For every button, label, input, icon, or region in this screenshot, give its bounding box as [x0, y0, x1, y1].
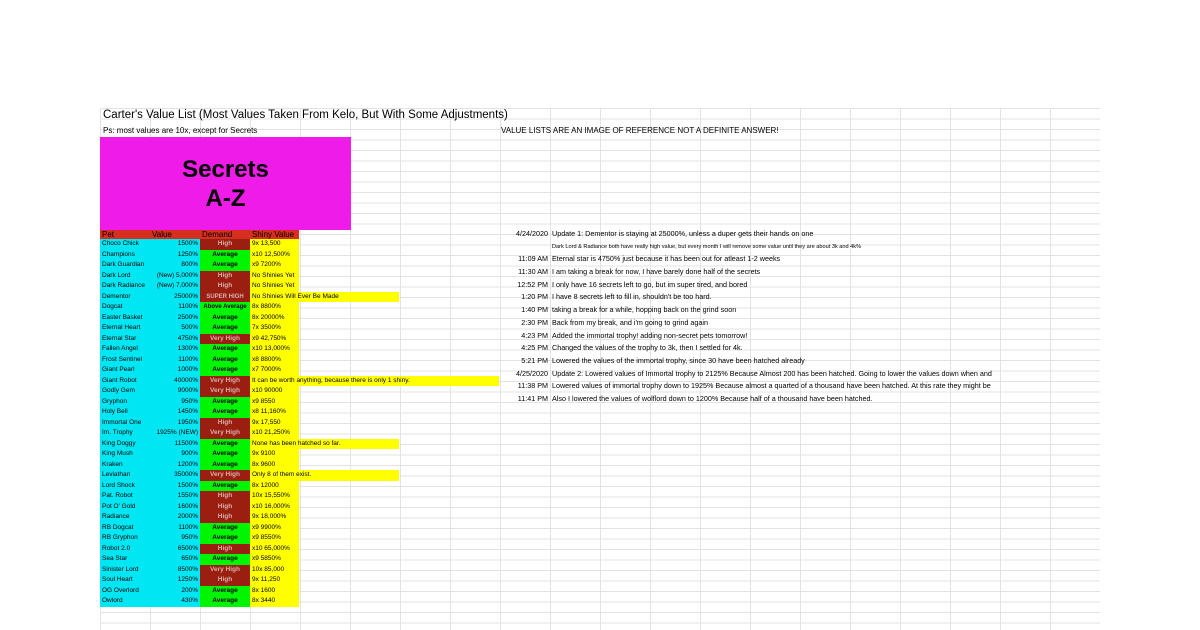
table-row	[100, 250, 452, 261]
table-row	[100, 544, 452, 555]
value-cell: 1250%	[150, 575, 200, 586]
shiny-value-cell: No Shinies Yet	[250, 271, 299, 282]
value-cell: 650%	[150, 554, 200, 565]
disclaimer-notice: VALUE LISTS ARE AN IMAGE OF REFERENCE NOT A DEFINITE ANSWER!	[501, 126, 779, 135]
shiny-value-cell: x8 8800%	[250, 355, 299, 366]
demand-cell: Average	[200, 523, 250, 534]
table-row	[100, 491, 452, 502]
shiny-value-cell	[250, 439, 341, 450]
table-row	[100, 439, 452, 450]
shiny-value-cell: 9x 17,550	[250, 418, 299, 429]
value-cell: 800%	[150, 260, 200, 271]
table-row	[100, 323, 452, 334]
demand-cell: Very High	[200, 376, 250, 387]
table-row	[100, 376, 452, 387]
pet-name-cell: Pot O' Gold	[100, 502, 150, 513]
value-cell: 2000%	[150, 512, 200, 523]
banner-line-2: A-Z	[205, 184, 246, 212]
pet-name-cell: Eternal Star	[100, 334, 150, 345]
pet-name-cell: Immortal One	[100, 418, 150, 429]
log-entry	[502, 291, 1100, 304]
pet-name-cell: Leviathan	[100, 470, 150, 481]
demand-cell: Average	[200, 344, 250, 355]
log-text: Lowered values of immortal trophy down to 1925% Because almost a quarted of a thousand have been hatched. At this rate they might be	[552, 381, 991, 391]
shiny-value-cell: x10 21,250%	[250, 428, 299, 439]
pet-name-cell: Champions	[100, 250, 150, 261]
shiny-value-cell	[250, 376, 410, 387]
shiny-value-cell: 9x 11,250	[250, 575, 299, 586]
table-row	[100, 533, 452, 544]
demand-cell: High	[200, 502, 250, 513]
table-row	[100, 449, 452, 460]
shiny-value-note: It can be worth anything, because there is only 1 shiny.	[250, 376, 499, 387]
value-cell: 2500%	[150, 313, 200, 324]
log-time	[502, 241, 552, 254]
demand-cell: Average	[200, 460, 250, 471]
pet-name-cell: Pat. Robot	[100, 491, 150, 502]
value-cell: 6500%	[150, 544, 200, 555]
value-cell: 1950%	[150, 418, 200, 429]
log-entry	[502, 317, 1100, 330]
table-row	[100, 239, 452, 250]
pet-name-cell: Dogcat	[100, 302, 150, 313]
value-cell: 500%	[150, 323, 200, 334]
pet-name-cell: Holy Bell	[100, 407, 150, 418]
value-cell: 1200%	[150, 460, 200, 471]
demand-cell: Average	[200, 355, 250, 366]
pet-name-cell: Giant Robot	[100, 376, 150, 387]
log-entry	[502, 368, 1100, 381]
log-entry	[502, 393, 1100, 406]
sheet-subtitle: Ps: most values are 10x, except for Secrets	[103, 126, 258, 135]
value-cell: 8500%	[150, 565, 200, 576]
demand-cell: Average	[200, 260, 250, 271]
log-time: 11:09 AM	[518, 254, 548, 264]
pet-name-cell: Soul Heart	[100, 575, 150, 586]
table-row	[100, 523, 452, 534]
shiny-value-cell: x7 7000%	[250, 365, 299, 376]
pet-name-cell: Dementor	[100, 292, 150, 303]
pet-name-cell: Radiance	[100, 512, 150, 523]
shiny-value-note: None has been hatched so far.	[250, 439, 399, 450]
log-entry	[502, 342, 1100, 355]
shiny-value-cell	[250, 470, 312, 481]
pet-name-cell: Fallen Angel	[100, 344, 150, 355]
log-text: Added the immortal trophy! adding non-secret pets tomorrow!	[552, 330, 748, 340]
shiny-value-cell: 8x 3440	[250, 596, 299, 607]
table-row	[100, 554, 452, 565]
table-row	[100, 470, 452, 481]
value-cell: 25000%	[150, 292, 200, 303]
shiny-value-cell: x8 11,160%	[250, 407, 299, 418]
shiny-value-cell: 10x 15,550%	[250, 491, 299, 502]
value-cell: 1500%	[150, 239, 200, 250]
shiny-value-cell: x9 7200%	[250, 260, 299, 271]
table-header	[100, 230, 299, 239]
demand-cell: Average	[200, 481, 250, 492]
pet-name-cell: Eternal Heart	[100, 323, 150, 334]
demand-cell: Average	[200, 554, 250, 565]
shiny-value-cell: 8x 20000%	[250, 313, 299, 324]
table-row	[100, 565, 452, 576]
value-cell: 1100%	[150, 523, 200, 534]
log-time: 1:40 PM	[521, 305, 548, 315]
demand-cell: Average	[200, 397, 250, 408]
shiny-value-cell: x10 13,000%	[250, 344, 299, 355]
table-row	[100, 460, 452, 471]
pet-name-cell: Sinister Lord	[100, 565, 150, 576]
table-row	[100, 386, 452, 397]
value-cell: 1000%	[150, 365, 200, 376]
log-time: 11:38 PM	[517, 381, 548, 391]
value-cell: 1500%	[150, 481, 200, 492]
pet-name-cell: Dark Lord	[100, 271, 150, 282]
shiny-value-cell: No Shinies Yet	[250, 281, 299, 292]
table-row	[100, 313, 452, 324]
log-time: 5:21 PM	[521, 355, 548, 365]
pet-name-cell: Frost Sentinel	[100, 355, 150, 366]
value-cell: 950%	[150, 397, 200, 408]
value-cell: 1925% (NEW)	[150, 428, 200, 439]
value-cell: 1100%	[150, 355, 200, 366]
log-entry	[502, 380, 1100, 393]
pet-name-cell: Gryphon	[100, 397, 150, 408]
table-row	[100, 502, 452, 513]
pet-name-cell: OG Overlord	[100, 586, 150, 597]
shiny-value-cell: 8x 9600	[250, 460, 299, 471]
secrets-banner	[100, 137, 351, 230]
demand-cell: High	[200, 491, 250, 502]
table-row	[100, 418, 452, 429]
demand-cell: Very High	[200, 565, 250, 576]
demand-cell: Average	[200, 313, 250, 324]
demand-cell: Very High	[200, 428, 250, 439]
value-cell: (New) 5,000%	[150, 271, 200, 282]
log-text: Back from my break, and i'm going to grind again	[552, 317, 708, 327]
demand-cell: Average	[200, 323, 250, 334]
pet-name-cell: Dark Radiance	[100, 281, 150, 292]
log-text: Update 1: Dementor is staying at 25000%, unless a duper gets their hands on one	[552, 229, 814, 238]
log-time: 2:30 PM	[521, 317, 548, 327]
table-row	[100, 397, 452, 408]
value-cell: 1100%	[150, 302, 200, 313]
header-value: Value	[150, 230, 200, 239]
table-row	[100, 281, 452, 292]
demand-cell: Average	[200, 449, 250, 460]
log-text: Update 2: Lowered values of Immortal trophy to 2125% Because Almost 200 has been hatched. Going to lower the values down when and	[552, 368, 992, 378]
table-row	[100, 407, 452, 418]
pet-name-cell: King Doggy	[100, 439, 150, 450]
table-row	[100, 512, 452, 523]
log-time: 4/25/2020	[516, 368, 548, 378]
shiny-value-cell: x9 42,750%	[250, 334, 299, 345]
shiny-value-cell: 10x 85,000	[250, 565, 299, 576]
value-cell: 1550%	[150, 491, 200, 502]
demand-cell: Average	[200, 586, 250, 597]
value-cell: 900%	[150, 449, 200, 460]
demand-cell: Average	[200, 439, 250, 450]
table-row	[100, 586, 452, 597]
demand-cell: High	[200, 271, 250, 282]
shiny-value-cell: x9 8550%	[250, 533, 299, 544]
table-row	[100, 292, 452, 303]
log-text: Eternal star is 4750% just because it has been out for atleast 1-2 weeks	[552, 254, 781, 264]
demand-cell: High	[200, 239, 250, 250]
table-row	[100, 344, 452, 355]
value-cell: 1300%	[150, 344, 200, 355]
table-row	[100, 302, 452, 313]
pet-name-cell: Giant Pearl	[100, 365, 150, 376]
shiny-value-cell: x10 90000	[250, 386, 299, 397]
shiny-value-cell: x9 9900%	[250, 523, 299, 534]
header-pet: Pet	[100, 230, 150, 239]
pet-name-cell: King Mush	[100, 449, 150, 460]
log-text: Changed the values of the trophy to 3k, then I settled for 4k.	[552, 343, 743, 353]
demand-cell: Very High	[200, 334, 250, 345]
demand-cell: Average	[200, 250, 250, 261]
log-time: 4/24/2020	[516, 229, 548, 238]
table-row	[100, 575, 452, 586]
shiny-value-cell: x10 65,000%	[250, 544, 299, 555]
pet-name-cell: Dark Guardian	[100, 260, 150, 271]
pet-name-cell: RB Gryphon	[100, 533, 150, 544]
shiny-value-cell: 8x 8800%	[250, 302, 299, 313]
update-log	[502, 228, 1100, 406]
demand-cell: Average	[200, 407, 250, 418]
log-entry	[502, 279, 1100, 292]
pet-name-cell: Im. Trophy	[100, 428, 150, 439]
shiny-value-cell: x10 12,500%	[250, 250, 299, 261]
shiny-value-cell: x10 16,000%	[250, 502, 299, 513]
demand-cell: Above Average	[200, 302, 250, 313]
shiny-value-cell: 9x 13,500	[250, 239, 299, 250]
pet-name-cell: Kraken	[100, 460, 150, 471]
log-time: 1:20 PM	[521, 292, 548, 302]
shiny-value-note: Only 8 of them exist.	[250, 470, 399, 481]
shiny-value-cell: 9x 18,000%	[250, 512, 299, 523]
pet-name-cell: Robot 2.0	[100, 544, 150, 555]
demand-cell: Very High	[200, 470, 250, 481]
demand-cell: High	[200, 575, 250, 586]
demand-cell: SUPER HIGH	[200, 292, 250, 303]
demand-cell: High	[200, 512, 250, 523]
value-cell: 200%	[150, 586, 200, 597]
demand-cell: High	[200, 281, 250, 292]
value-cell: 1250%	[150, 250, 200, 261]
log-time: 11:30 AM	[518, 267, 548, 277]
shiny-value-cell: 9x 9100	[250, 449, 299, 460]
log-entry	[502, 355, 1100, 368]
value-cell: 4750%	[150, 334, 200, 345]
shiny-value-cell: 7x 3500%	[250, 323, 299, 334]
log-entry	[502, 228, 1100, 241]
log-text: taking a break for a while, hopping back on the grind soon	[552, 305, 737, 315]
table-row	[100, 428, 452, 439]
shiny-value-cell: x9 5850%	[250, 554, 299, 565]
pet-name-cell: Choco Chick	[100, 239, 150, 250]
shiny-value-cell	[250, 292, 339, 303]
pet-name-cell: Lord Shock	[100, 481, 150, 492]
log-entry	[502, 330, 1100, 343]
log-text: I have 8 secrets left to fill in, shouldn't be too hard.	[552, 292, 712, 302]
value-cell: 40000%	[150, 376, 200, 387]
table-row	[100, 271, 452, 282]
shiny-value-cell: x9 8550	[250, 397, 299, 408]
value-cell: 1600%	[150, 502, 200, 513]
value-cell: 11500%	[150, 439, 200, 450]
demand-cell: High	[200, 418, 250, 429]
pet-name-cell: Owlord	[100, 596, 150, 607]
pet-name-cell: Godly Gem	[100, 386, 150, 397]
value-cell: 430%	[150, 596, 200, 607]
log-entry	[502, 266, 1100, 279]
log-entry	[502, 241, 1100, 254]
log-entry	[502, 304, 1100, 317]
log-time: 4:23 PM	[521, 330, 548, 340]
log-text: I am taking a break for now, I have barely done half of the secrets	[552, 267, 761, 277]
banner-line-1: Secrets	[182, 155, 269, 183]
pet-name-cell: Sea Star	[100, 554, 150, 565]
log-text: Lowered the values of the immortal trophy, since 30 have been hatched already	[552, 355, 805, 365]
shiny-value-cell: 8x 12000	[250, 481, 299, 492]
demand-cell: Average	[200, 533, 250, 544]
log-time: 11:41 PM	[517, 393, 548, 403]
value-cell: 9000%	[150, 386, 200, 397]
sheet-title: Carter's Value List (Most Values Taken From Kelo, But With Some Adjustments)	[103, 109, 508, 121]
demand-cell: Very High	[200, 386, 250, 397]
log-text: I only have 16 secrets left to go, but im super tired, and bored	[552, 279, 748, 289]
value-cell: 1450%	[150, 407, 200, 418]
log-time: 12:52 PM	[517, 279, 548, 289]
table-row	[100, 596, 452, 607]
log-text: Dark Lord & Radiance both have really high value, but every month I will remove some value until they are about 3k and 4k%	[552, 243, 862, 250]
log-text: Also I lowered the values of wolflord down to 1200% Because half of a thousand have been hatched.	[552, 393, 873, 403]
log-entry	[502, 253, 1100, 266]
pet-name-cell: RB Dogcat	[100, 523, 150, 534]
shiny-value-note: No Shinies Will Ever Be Made	[250, 292, 399, 303]
demand-cell: Average	[200, 365, 250, 376]
value-cell: 950%	[150, 533, 200, 544]
header-demand: Demand	[200, 230, 250, 239]
table-row	[100, 355, 452, 366]
table-row	[100, 481, 452, 492]
demand-cell: Average	[200, 596, 250, 607]
shiny-value-cell: 8x 1600	[250, 586, 299, 597]
header-shiny-value: Shiny Value	[250, 230, 299, 239]
table-row	[100, 334, 452, 345]
table-row	[100, 260, 452, 271]
spreadsheet[interactable]	[100, 108, 1100, 630]
pet-table-body	[100, 239, 452, 607]
value-cell: (New) 7,000%	[150, 281, 200, 292]
table-row	[100, 365, 452, 376]
demand-cell: High	[200, 544, 250, 555]
value-cell: 35000%	[150, 470, 200, 481]
pet-name-cell: Easter Basket	[100, 313, 150, 324]
log-time: 4:25 PM	[521, 343, 548, 353]
